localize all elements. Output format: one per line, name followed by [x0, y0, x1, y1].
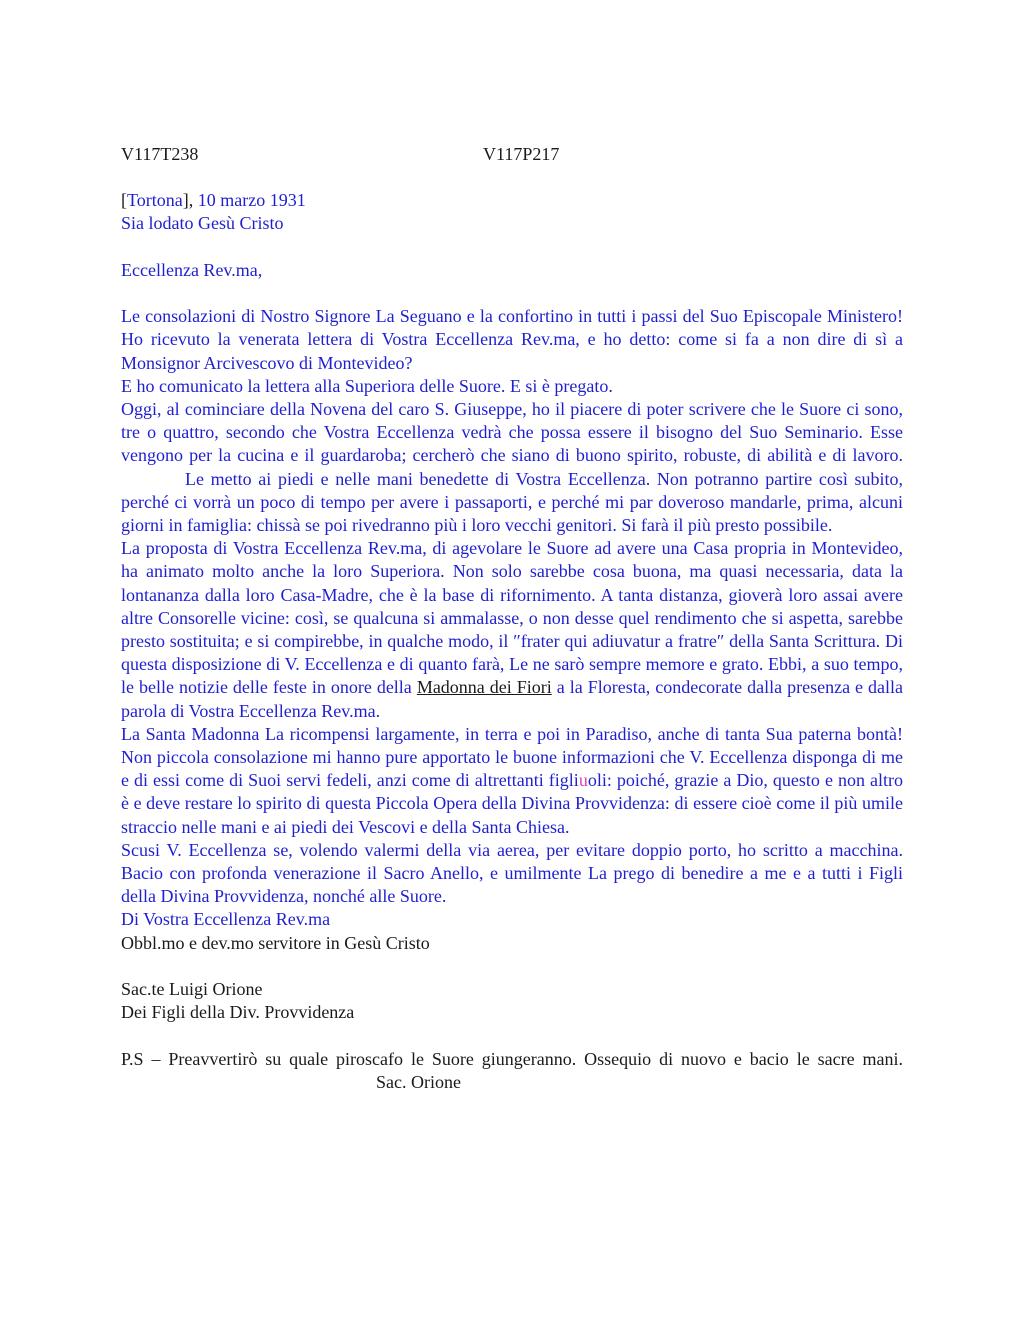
letter-body — [121, 305, 903, 931]
paragraph-4 — [121, 537, 903, 723]
signature-name: Sac.te Luigi Orione — [121, 979, 263, 1000]
highlighted-letter: u — [578, 770, 588, 791]
dateline-place: Tortona — [127, 190, 183, 211]
paragraph-6: Scusi V. Eccellenza se, volendo valermi della via aerea, per evitare doppio porto, ho scritto a macchina. Bacio con profonda venerazione il Sacro Anello, e umilmente La prego di benedire a me e a tutti i Figli della Divina Provvidenza, nonché alle Suore. — [121, 839, 903, 907]
paragraph-3-part-a: Oggi, al cominciare della Novena del caro S. Giuseppe, ho il piacere di poter scrivere che le Suore ci sono, tre o quattro, secondo che Vostra Eccellenza vedrà che possa essere il bisogno del Suo Seminario. Esse vengono per la cucina e il guardaroba; cercherò che siano di buono spirito, robuste, di abilità e di lavoro. — [121, 398, 903, 466]
paragraph-4-part-a: La proposta di Vostra Eccellenza Rev.ma, di agevolare le Suore ad avere una Casa propria in Montevideo, ha animato molto anche la loro Superiora. Non solo sarebbe cosa buona, ma quasi necessaria, data la lontananza dalla loro Casa-Madre, che è la base di rifornimento. A tanta distanza, gioverà loro assai avere altre Consorelle vicine: così, se qualcuna si ammalasse, o non desse quel rendimento che si aspetta, sarebbe presto sostituita; e si compirebbe, in qualche modo, il ″frater qui adiuvatur a fratre″ della Santa Scrittura. Di questa disposizione di V. Eccellenza e di quanto farà, Le ne sarò sempre memore e grato. Ebbi, a suo tempo, le belle notizie delle feste in onore della — [121, 538, 903, 698]
paragraph-4-part-b: a la Floresta, condecorate dalla presenza e dalla parola di Vostra Eccellenza Rev.ma. — [121, 677, 904, 721]
paragraph-5 — [121, 723, 903, 839]
dateline-close-bracket: ], — [182, 190, 194, 211]
document-codes — [121, 143, 903, 166]
postscript-text: P.S – Preavvertirò su quale piroscafo le Suore giungeranno. Ossequio di nuovo e bacio le sacre — [121, 1048, 855, 1069]
dateline-date: 10 marzo 1931 — [197, 190, 306, 211]
paragraph-5-part-a: La Santa Madonna La ricompensi largamente, in terra e poi in Paradiso, anche di tanta Sua paterna bontà! Non piccola consolazione mi hanno pure apportato le buone informazioni che V. Eccellenza disponga di me e di essi come di Suoi servi fedeli, anzi come di altrettanti figli — [121, 723, 903, 791]
postscript — [121, 1048, 903, 1094]
closing-line-1: Di Vostra Eccellenza Rev.ma — [121, 909, 331, 930]
paragraph-5-part-b: oli: poiché, grazie a Dio, questo e non altro è e deve restare lo spirito di questa Piccola Opera della Divina Provvidenza: di essere cioè come il più umile straccio nelle mani e ai piedi dei Vescovi e della Santa Chiesa. — [121, 770, 904, 837]
dateline — [121, 189, 903, 212]
postscript-last-word: mani. — [862, 1048, 903, 1069]
signature-title: Dei Figli della Div. Provvidenza — [121, 1002, 355, 1023]
madonna-dei-fiori-link[interactable]: Madonna dei Fiori — [416, 677, 552, 698]
dateline-open-bracket: [ — [121, 190, 127, 211]
paragraph-3-part-b: Le metto ai piedi e nelle mani benedette di Vostra Eccellenza. Non potranno partire così subito, perché ci vorrà un poco di tempo per avere i passaporti, e perché mi par doveroso mandarle, prima, alcuni giorni in famiglia: chissà se poi rivedranno più i loro vecchi genitori. Si farà il più presto possibile. — [121, 468, 903, 535]
greeting-line: Sia lodato Gesù Cristo — [121, 213, 284, 234]
document-code-right: V117P217 — [483, 144, 560, 164]
postscript-signature: Sac. Orione — [376, 1071, 461, 1092]
salutation: Eccellenza Rev.ma, — [121, 259, 263, 280]
letter-page — [121, 143, 903, 1094]
document-code-left: V117T238 — [121, 144, 199, 164]
paragraph-1: Le consolazioni di Nostro Signore La Seguano e la confortino in tutti i passi del Suo Episcopale Ministero! Ho ricevuto la venerata lettera di Vostra Eccellenza Rev.ma, e ho detto: come si fa a non dire di sì a Monsignor Arcivescovo di Montevideo? — [121, 306, 903, 373]
closing-line-2: Obbl.mo e dev.mo servitore in Gesù Cristo — [121, 932, 430, 953]
paragraph-2: E ho comunicato la lettera alla Superiora delle Suore. E si è pregato. — [121, 375, 613, 396]
paragraph-3 — [121, 398, 903, 537]
